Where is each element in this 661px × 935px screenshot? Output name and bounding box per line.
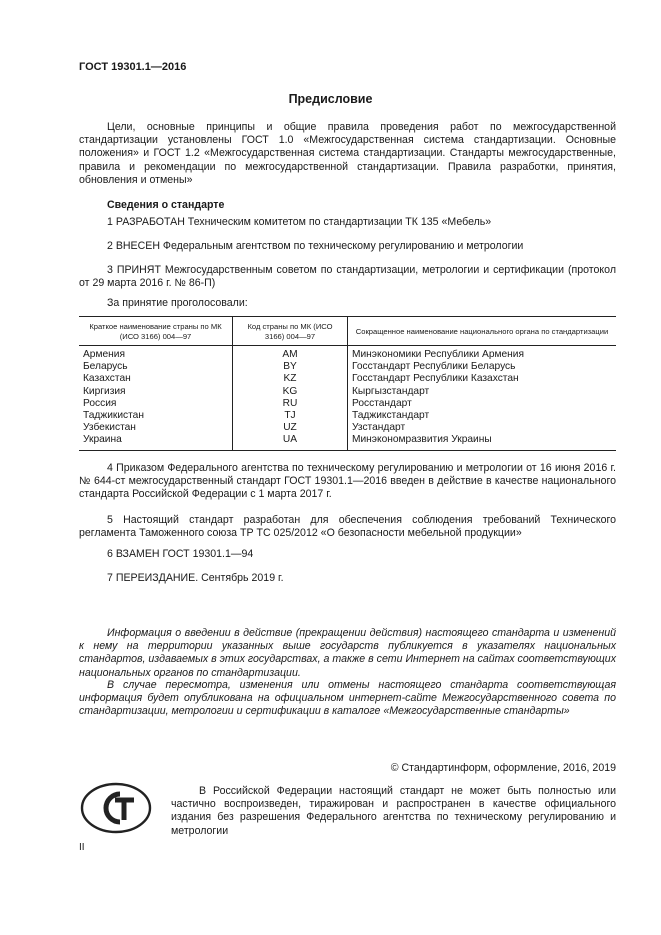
- page-number: II: [79, 842, 85, 853]
- table-header-code: Код страны по МК (ИСО 3166) 004—97: [233, 317, 348, 346]
- country-cell: Киргизия: [83, 385, 126, 397]
- table-row: [79, 346, 616, 362]
- item-submitted: 2 ВНЕСЕН Федеральным агентством по техническому регулированию и метрологии: [107, 240, 524, 252]
- body-cell: Узстандарт: [348, 422, 617, 434]
- rights-notice: В Российской Федерации настоящий стандарт не может быть полностью или частично воспроизведен, тиражирован и распространен в качестве официального издания без разрешения Федерального агентства по техническому регулированию и метрологии: [171, 785, 616, 837]
- country-cell: Казахстан: [83, 373, 131, 385]
- table-row: [79, 422, 616, 434]
- body-cell: Госстандарт Республики Беларусь: [348, 361, 617, 373]
- body-cell: Госстандарт Республики Казахстан: [348, 373, 617, 385]
- country-cell: Украина: [79, 434, 233, 450]
- table-row: [79, 398, 616, 410]
- table-body: [79, 346, 616, 451]
- section-heading: Сведения о стандарте: [107, 199, 225, 211]
- table-header-body: Сокращенное наименование национального органа по стандартизации: [348, 317, 617, 346]
- code-cell: AM: [233, 346, 348, 362]
- info-revision-notice: В случае пересмотра, изменения или отмены настоящего стандарта соответствующая информация будет опубликована на официальном интернет-сайте Межгосударственного совета по стандартизации, метрологии и сертификации в каталоге «Межгосударственные стандарты»: [79, 679, 616, 718]
- country-cell: Узбекистан: [83, 422, 136, 434]
- item-voted: За принятие проголосовали:: [107, 297, 248, 309]
- table-row: [79, 434, 616, 450]
- document-code: ГОСТ 19301.1—2016: [79, 61, 187, 73]
- table-row: [79, 361, 616, 373]
- item-replaces: 6 ВЗАМЕН ГОСТ 19301.1—94: [107, 548, 254, 560]
- body-cell: Росстандарт: [348, 398, 617, 410]
- code-cell: RU: [233, 398, 348, 410]
- code-cell: UZ: [233, 422, 348, 434]
- body-cell: Кыргызстандарт: [348, 386, 617, 398]
- info-intro-notice: Информация о введении в действие (прекращении действия) настоящего стандарта и изменений к нему на территории указанных выше государств публикуется в указателях национальных стандартов, издаваемых в этих государствах, а также в сети Интернет на сайтах соответствующих национальных органов по стандартизации.: [79, 627, 616, 679]
- item-purpose: 5 Настоящий стандарт разработан для обеспечения соблюдения требований Технического регламента Таможенного союза ТР ТС 025/2012 «О безопасности мебельной продукции»: [79, 514, 616, 540]
- code-cell: KG: [233, 386, 348, 398]
- code-cell: KZ: [233, 373, 348, 385]
- body-cell: Таджикстандарт: [348, 410, 617, 422]
- table-row: [79, 410, 616, 422]
- table-header-row: [79, 317, 616, 346]
- standard-mark-logo: [80, 782, 152, 834]
- table-row: [79, 386, 616, 398]
- item-reissue: 7 ПЕРЕИЗДАНИЕ. Сентябрь 2019 г.: [107, 572, 284, 584]
- table-header-country: Краткое наименование страны по МК (ИСО 3166) 004—97: [79, 317, 233, 346]
- code-cell: BY: [233, 361, 348, 373]
- country-cell: Таджикистан: [83, 410, 144, 422]
- body-cell: Минэкономики Республики Армения: [348, 346, 617, 362]
- table-row: [79, 373, 616, 385]
- item-adopted: 3 ПРИНЯТ Межгосударственным советом по стандартизации, метрологии и сертификации (протокол от 29 марта 2016 г. № 86-П): [79, 264, 616, 290]
- country-cell: Армения: [83, 349, 125, 360]
- country-cell: Россия: [83, 397, 117, 409]
- code-cell: TJ: [233, 410, 348, 422]
- code-cell: UA: [233, 434, 348, 450]
- countries-table: [79, 316, 616, 451]
- page-title: Предисловие: [288, 92, 373, 106]
- copyright: © Стандартинформ, оформление, 2016, 2019: [390, 762, 616, 774]
- item-developed: 1 РАЗРАБОТАН Техническим комитетом по стандартизации ТК 135 «Мебель»: [107, 216, 492, 228]
- item-order: 4 Приказом Федерального агентства по техническому регулированию и метрологии от 16 июня 2016 г. № 644-ст межгосударственный стандарт ГОСТ 19301.1—2016 введен в действие в качестве национального стандарта Российской Федерации с 1 марта 2017 г.: [79, 462, 616, 501]
- country-cell: Беларусь: [83, 361, 128, 373]
- body-cell: Минэкономразвития Украины: [348, 434, 617, 450]
- intro-paragraph: Цели, основные принципы и общие правила проведения работ по межгосударственной стандартизации установлены ГОСТ 1.0 «Межгосударственная система стандартизации. Основные положения» и ГОСТ 1.2 «Межгосударственная система стандартизации. Стандарты межгосударственные, правила и рекомендации по межгосударственной стандартизации. Правила разработки, принятия, обновления и отмены»: [79, 121, 616, 186]
